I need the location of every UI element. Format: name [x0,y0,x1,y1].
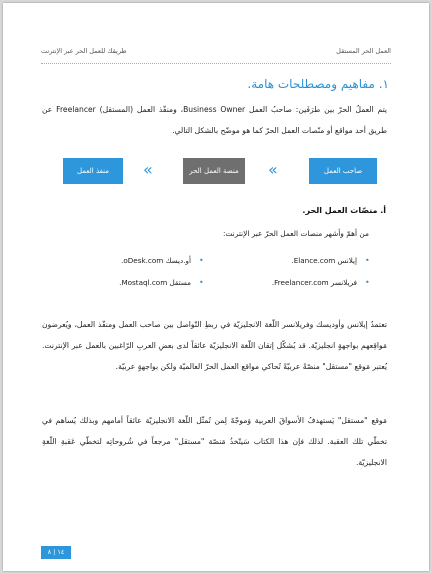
body-paragraph-mostaql: مَوقع "مستقل" يَستهدفُ الأسواقَ العربية وَموجّهٌ لِمن تُمثّل اللّغة الانجليزيّة عائقاً أمامهم وبذلك يُساهم في تخطّي تلك العقبة. لذلك فإن هذا الكتاب سَيتّخذُ مَنصّة "مستقل" مرجعاً في شُروحاتِه لتخطّي عَقبةِ اللّغةِ الانجليزيّة. [42,416,387,467]
subsection-title: أ. منصّات العمل الحر. [302,206,386,215]
platform-box: منصة العمل الحر [183,158,245,184]
book-title: العمل الحر المستقل [336,47,391,55]
body-paragraph-languages: تعتمدُ إيلانس وأوديسك وفريلانسر اللّغة الانجليزيّة في ربطِ التّواصل بين صاحب العمل ومنفّذ العمل، ويُعرضون مَواقِعهم بواجهةٍ انجليزيّة. قد يُشكّل إتقان اللّغة الانجليزيّة عائقاً لدى بعضِ العربِ الرّاغبين بالعمل عبر الإنترنت. يُعتبر مَوقع "مستقل" منصّةً عربيّةً تُحاكي مواقع العمل الحرّ العالميّة ولكن بواجهةٍ عربيّة. [42,320,387,371]
platform-freelancer: فريلانسر Freelancer.com. [271,278,357,287]
platform-elance: إيلانس Elance.com. [291,256,357,265]
chevron-left-icon: « [268,160,278,179]
platform-odesk: أو.ديسك oDesk.com. [121,256,191,265]
page-header [41,47,391,59]
platform-mostaql: مستقل Mostaql.com. [119,278,191,287]
intro-paragraph: يتم العملُ الحرّ بين طرَفَين: صاحبُ العمل Business Owner، ومنفّذ العمل (المستقل) Freelancer عن طريق أحد مواقع أو منّصات العمل الحرّ كما هو موضّح بالشكل التالي. [42,105,387,135]
workflow-diagram [63,158,378,184]
chevron-left-icon: « [143,160,153,179]
page-number-badge: ١٤ | ٨ [41,546,71,559]
bullet-icon: • [199,278,204,287]
document-page [3,3,429,571]
subsection-intro: من أهمّ وأشهر منصات العمل الحرّ عبر الإنترنت: [222,229,369,238]
bullet-icon: • [365,278,370,287]
header-divider [41,63,391,64]
bullet-icon: • [365,256,370,265]
owner-box: صاحب العمل [309,158,377,184]
bullet-icon: • [199,256,204,265]
freelancer-box: منفذ العمل [63,158,123,184]
section-title: ١. مفاهيم ومصطلحات هامة. [247,77,389,91]
chapter-title: طريقك للعمل الحر عبر الإنترنت [41,47,127,55]
